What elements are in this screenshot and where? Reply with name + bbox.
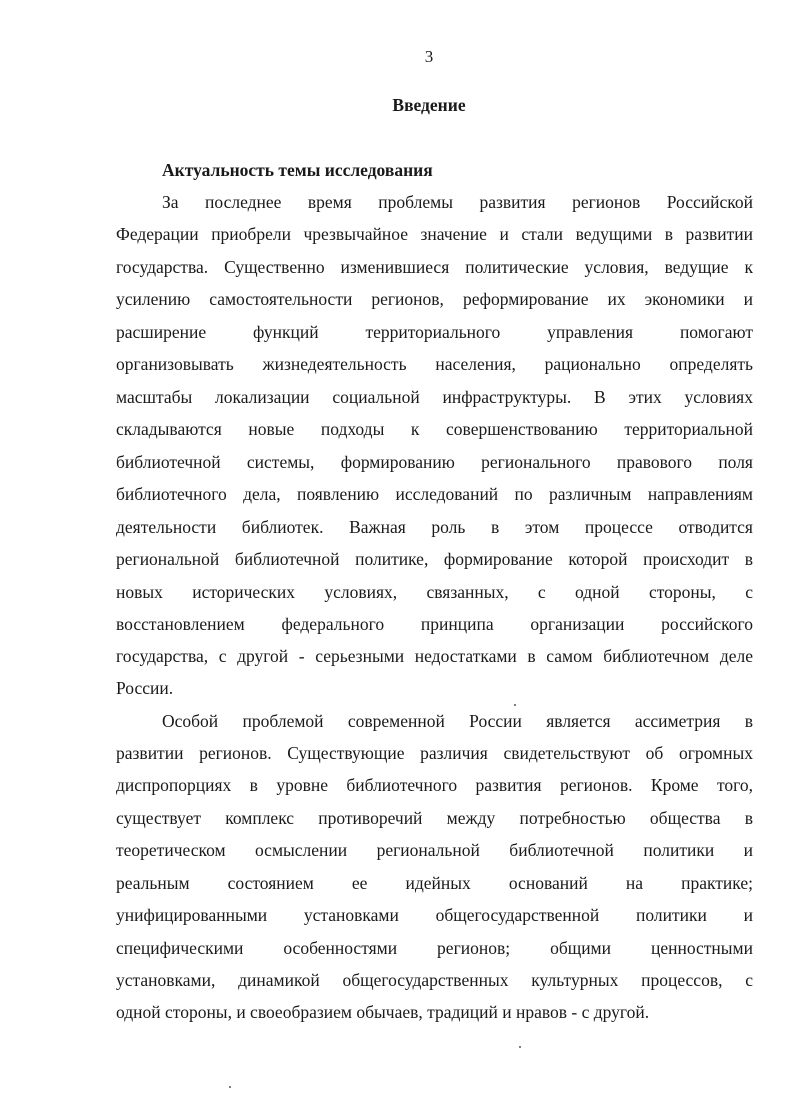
text-line: новых исторических условиях, связанных, с одной стороны, с: [116, 582, 753, 602]
text-line: усилению самостоятельности регионов, реформирование их экономики и: [116, 289, 753, 309]
text-line: За последнее время проблемы развития регионов Российской: [162, 192, 753, 212]
text-line: теоретическом осмыслении региональной библиотечной политики и: [116, 840, 753, 860]
text-line: восстановлением федерального принципа организации российского: [116, 614, 753, 634]
scan-speck: [229, 1086, 231, 1088]
text-line: региональной библиотечной политике, формирование которой происходит в: [116, 549, 753, 569]
text-line: унифицированными установками общегосударственной политики и: [116, 905, 753, 925]
text-line: России.: [116, 678, 174, 698]
scan-speck: [519, 1046, 521, 1048]
text-line: государства. Существенно изменившиеся политические условия, ведущие к: [116, 257, 753, 277]
text-line: Федерации приобрели чрезвычайное значение и стали ведущими в развитии: [116, 224, 753, 244]
text-line: масштабы локализации социальной инфраструктуры. В этих условиях: [116, 387, 753, 407]
page-number: 3: [424, 47, 434, 66]
text-line: библиотечного дела, появлению исследований по различным направлениям: [116, 484, 753, 504]
text-line: специфическими особенностями регионов; общими ценностными: [116, 938, 753, 958]
scan-speck: [514, 704, 516, 706]
text-line: одной стороны, и своеобразием обычаев, традиций и нравов - с другой.: [116, 1002, 650, 1022]
subsection-heading: Актуальность темы исследования: [162, 160, 433, 180]
section-heading: Введение: [392, 95, 466, 115]
text-line: организовывать жизнедеятельность населения, рационально определять: [116, 354, 753, 374]
text-line: расширение функций территориального управления помогают: [116, 322, 753, 342]
text-line: диспропорциях в уровне библиотечного развития регионов. Кроме того,: [116, 775, 753, 795]
text-line: библиотечной системы, формированию регионального правового поля: [116, 452, 753, 472]
text-line: деятельности библиотек. Важная роль в этом процессе отводится: [116, 517, 753, 537]
text-line: складываются новые подходы к совершенствованию территориальной: [116, 419, 753, 439]
text-line: Особой проблемой современной России является ассиметрия в: [162, 711, 753, 731]
text-line: реальным состоянием ее идейных оснований на практике;: [116, 873, 753, 893]
text-line: развитии регионов. Существующие различия свидетельствуют об огромных: [116, 743, 753, 763]
text-line: установками, динамикой общегосударственных культурных процессов, с: [116, 970, 753, 990]
text-line: государства, с другой - серьезными недостатками в самом библиотечном деле: [116, 646, 753, 666]
text-line: существует комплекс противоречий между потребностью общества в: [116, 808, 753, 828]
